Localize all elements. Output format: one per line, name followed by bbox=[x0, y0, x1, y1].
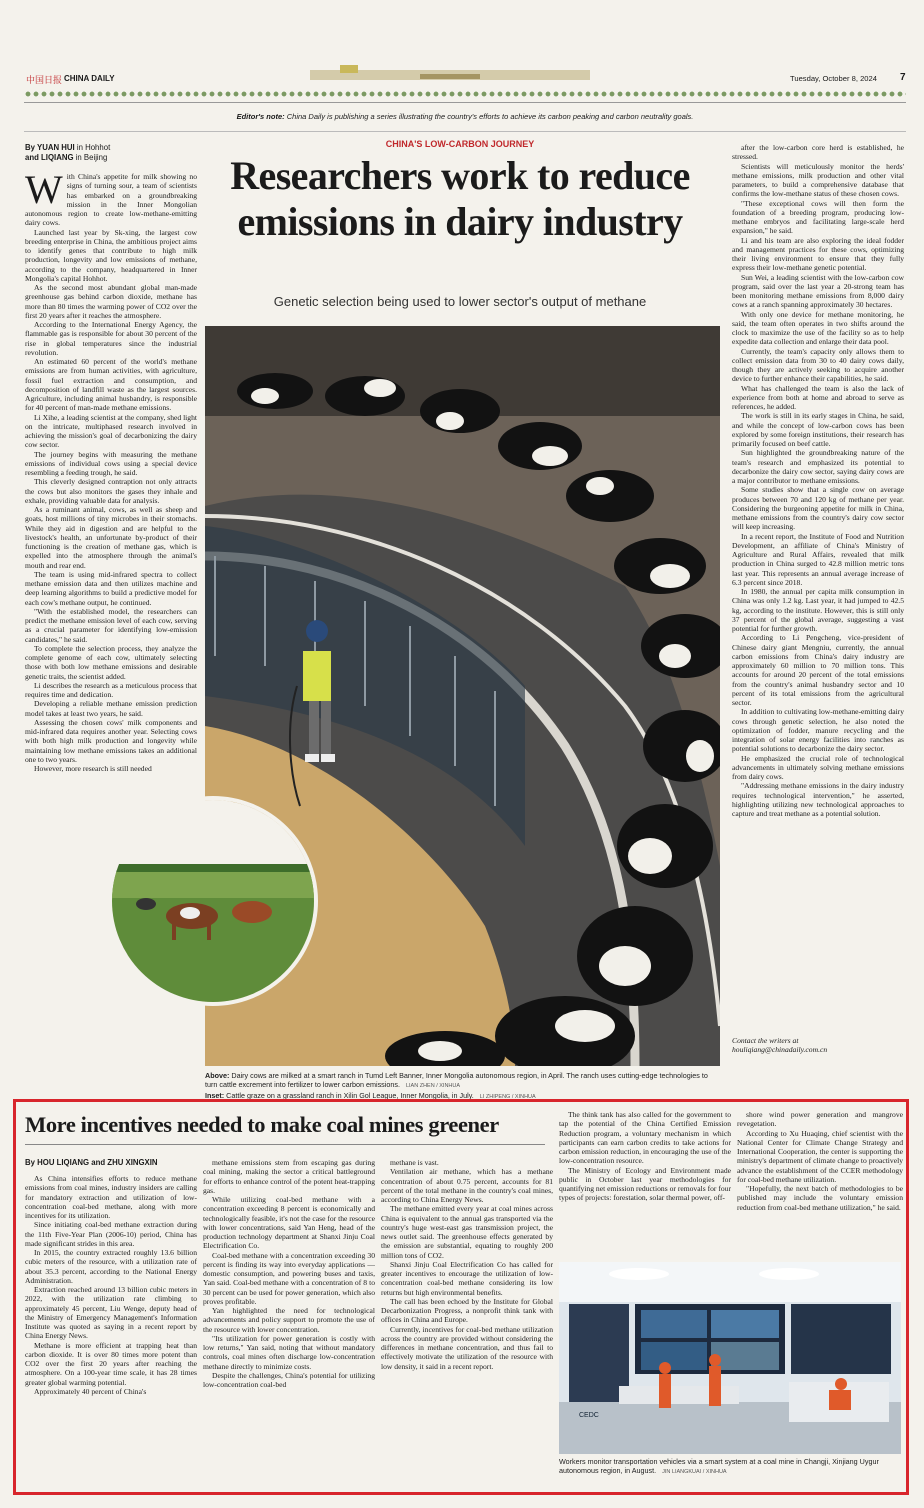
paragraph: "Its utilization for power generation is costly with low returns," Yan said, noting that without mandatory controls, coal mines often discharge low-concentration methane directly to minimize costs. bbox=[203, 1333, 375, 1371]
paragraph: Extraction reached around 13 billion cubic meters in 2022, with the utilization rate climbing to approximately 45 percent, Liu Wenge, deputy head of the Ministry of Emergency Management's Information Institute was quoted as saying in a recent report by China Energy News. bbox=[25, 1285, 197, 1341]
paper-name: CHINA DAILY bbox=[64, 74, 115, 83]
masthead-ornament bbox=[300, 62, 600, 88]
coal-column-5 bbox=[737, 1110, 903, 1252]
masthead bbox=[20, 70, 908, 88]
paragraph: As China intensifies efforts to reduce methane emissions from coal mines, industry insiders are calling for mandatory extraction and utilization of low-concentration coal-bed methane, along with more incentives for its utilization. bbox=[25, 1174, 197, 1220]
paragraph: shore wind power generation and mangrove revegetation. bbox=[737, 1110, 903, 1129]
coal-column-1 bbox=[25, 1174, 197, 1484]
paragraph: The Ministry of Ecology and Environment made public in October last year methodologies for quantifying net emission reductions or removals for four types of projects: forestation, solar thermal power, off- bbox=[559, 1165, 731, 1203]
editors-note bbox=[24, 112, 906, 121]
paragraph: Scientists will meticulously monitor the herds' methane emissions, milk production and other vital parameters, to build a comprehensive database that confirms the low-methane status of these chosen cows. bbox=[732, 161, 904, 199]
coal-photo-caption bbox=[559, 1457, 901, 1477]
paragraph: Since initiating coal-bed methane extraction during the 11th Five-Year Plan (2006-10) period, China has made significant strides in this area. bbox=[25, 1220, 197, 1248]
caption-above-credit: LIAN ZHEN / XINHUA bbox=[405, 1083, 461, 1089]
coal-headline-rule bbox=[25, 1144, 545, 1145]
byline-author-2: and LIQIANG bbox=[25, 153, 74, 162]
coal-column-2-paragraphs bbox=[203, 1158, 375, 1389]
paragraph: Currently, incentives for coal-bed methane utilization across the country are provided without considering the differences in methane concentration, and thus fail to effectively motivate the utilization of the resource with low density, it said in a recent report. bbox=[381, 1324, 553, 1371]
paragraph: As the second most abundant global man-made greenhouse gas behind carbon dioxide, methane has more than 80 times the warming power of CO2 over the first 20 years after it reaches the atmosphere. bbox=[25, 283, 197, 320]
story-byline bbox=[25, 143, 197, 163]
paragraph: Developing a reliable methane emission prediction model takes at least two years, he said. bbox=[25, 699, 197, 718]
page-number: 7 bbox=[900, 72, 906, 83]
story-headline bbox=[200, 153, 720, 245]
paragraph: "Addressing methane emissions in the dairy industry requires technological intervention," he asserted, highlighting utilizing new technological approaches to capture and treat methane as a potential solution. bbox=[732, 781, 904, 818]
paragraph: To complete the selection process, they analyze the complete genome of each cow, ultimately selecting those with both low methane emissions and desirable genetic traits, the scientist added. bbox=[25, 643, 197, 681]
coal-mine-control-room-photo bbox=[559, 1262, 901, 1454]
paragraph: Sun highlighted the groundbreaking nature of the team's research and emphasized its potential to decarbonize the dairy cow sector, saying dairy cows are a major contributor to methane emissions. bbox=[732, 448, 904, 485]
paragraph: In 1980, the annual per capita milk consumption in China was only 1.2 kg. Last year, it had jumped to 42.5 kg, according to the institute. However, this is still only 37 percent of the global average, suggesting a vast potential for further growth. bbox=[732, 587, 904, 633]
paragraph: He emphasized the crucial role of technological advancements in ultimately solving methane emissions from dairy cows. bbox=[732, 753, 904, 781]
coal-story-headline: More incentives needed to make coal mines greener bbox=[25, 1112, 499, 1137]
masthead-rule bbox=[24, 102, 906, 103]
paragraph: "With the established model, the researchers can predict the methane emission level of each cow, serving as a crucial parameter for identifying low-emission candidates," he said. bbox=[25, 606, 197, 644]
issue-date: Tuesday, October 8, 2024 bbox=[790, 74, 877, 83]
byline-location-2: in Beijing bbox=[75, 153, 108, 162]
coal-photo-credit: JIN LIANGKUAI / XINHUA bbox=[662, 1469, 727, 1475]
paragraph: "Hopefully, the next batch of methodologies to be published may include the voluntary emission reduction from coal-bed methane utilization," he said. bbox=[737, 1184, 903, 1212]
paragraph: Li describes the research as a meticulous process that requires time and dedication. bbox=[25, 680, 197, 699]
paragraph: This cleverly designed contraption not only attracts the cows but also monitors the gases they inhale and exhale, providing valuable data for analysis. bbox=[25, 477, 197, 505]
paragraph: An estimated 60 percent of the world's methane emissions are from human activities, with agriculture, fossil fuel extraction and consumption, and decomposition of landfill waste as the largest sources. Agriculture, including animal husbandry, is responsible for 40 percent of man-made methane emissions. bbox=[25, 357, 197, 413]
paragraph: In 2015, the country extracted roughly 13.6 billion cubic meters of the resource, with a utilization rate of about 35.3 percent, according to the National Energy Administration. bbox=[25, 1248, 197, 1285]
paragraph: Approximately 40 percent of China's bbox=[34, 1386, 147, 1396]
china-daily-logo-cn: 中国日报 bbox=[26, 75, 63, 85]
paragraph: According to Li Pengcheng, vice-president of Chinese dairy giant Mengniu, currently, the annual carbon emissions from China's dairy industry are approximately 60 million to 70 million tons. This accounts for around 20 percent of the total emissions from the country's animal husbandry sector and 10 percent of its total emissions from the agricultural sector. bbox=[732, 633, 904, 707]
paragraph: As a ruminant animal, cows, as well as sheep and goats, host millions of tiny microbes in their stomachs. While they aid in digestion and are helpful to the livestock's health, an unfortunate by-product of their functioning is the creation of methane gas, which is expelled into the atmosphere through the animal's mouth and rear end. bbox=[25, 505, 197, 570]
paragraph: While utilizing coal-bed methane with a concentration exceeding 8 percent is economically and technologically feasible, it's not the case for the resource with lower concentrations, said Yan Heng, head of the production technology department at Shanxi Jinju Coal Electrification Co. bbox=[203, 1195, 375, 1251]
coal-column-5-paragraphs bbox=[737, 1110, 903, 1212]
paragraph: Sun Wei, a leading scientist with the low-carbon cow program, said over the last year a 20-strong team has been monitoring methane emissions from 8,000 dairy cows at a ranch spanning approximately 30 hectares. bbox=[732, 272, 904, 310]
paragraph: According to Xu Huaqing, chief scientist with the National Center for Climate Change Strategy and International Cooperation, the center is supporting the ministry's department of climate change to proactively advance the establishment of the CCER methodology for coal-bed methane utilization. bbox=[737, 1128, 903, 1184]
main-story-column-3 bbox=[732, 143, 904, 1033]
paragraph: Ventilation air methane, which has a methane concentration of about 0.75 percent, accounts for 81 percent of the total methane in the country's coal mines, according to China Energy News. bbox=[381, 1167, 553, 1204]
paragraph: Some studies show that a single cow on average produces between 70 and 120 kg of methane per year. Considering the burgeoning appetite for milk in China, methane emissions from the country's dairy cow sector will keep increasing. bbox=[732, 485, 904, 532]
editors-note-text: China Daily is publishing a series illustrating the country's efforts to achieve its carbon peaking and carbon neutrality goals. bbox=[286, 112, 694, 121]
paragraph: after the low-carbon core herd is established, he stressed. bbox=[732, 143, 904, 162]
coal-story-byline: By HOU LIQIANG and ZHU XINGXIN bbox=[25, 1158, 158, 1167]
story-lead-text: ith China's appetite for milk showing no signs of turning sour, a team of scientists has embarked on a groundbreaking mission in the Inner Mongolian autonomous region to create low-methane-emitting dairy cows. bbox=[25, 172, 197, 228]
paragraph: The think tank has also called for the government to tap the potential of the China Certified Emission Reduction program, a voluntary mechanism in which participants can earn carbon credits to take actions for carbon emission reduction, in encouraging the use of the low-concentration resource. bbox=[559, 1110, 731, 1166]
masthead-dot-band bbox=[24, 90, 906, 98]
paragraph: However, more research is still needed bbox=[34, 764, 152, 773]
paragraph: Currently, the team's capacity only allows them to collect emission data from 30 to 40 dairy cows daily, though they are actively seeking to acquire another device to further enhance their capabilities, he said. bbox=[732, 346, 904, 384]
coal-column-4 bbox=[559, 1110, 731, 1252]
paragraph: The work is still in its early stages in China, he said, and while the concept of low-carbon cows has been explored by some foreign institutions, their research has primarily focused on beef cattle. bbox=[732, 411, 904, 448]
contact-writers bbox=[732, 1036, 904, 1055]
paragraph: methane emissions stem from escaping gas during coal mining, making the sector a critical battleground for efforts to enhance control of the potent heat-trapping gas. bbox=[203, 1158, 375, 1195]
paragraph: The methane emitted every year at coal mines across China is equivalent to the annual gas transported via the country's huge west-east gas transmission project, the news outlet said. The greenhouse effects generated by the emission are substantial, equating to roughly 200 million tons of CO2. bbox=[381, 1204, 553, 1260]
byline-author-1: By YUAN HUI bbox=[25, 143, 75, 152]
coal-column-3 bbox=[381, 1158, 553, 1484]
caption-inset-credit: LI ZHIPENG / XINHUA bbox=[479, 1094, 536, 1100]
paragraph: Li and his team are also exploring the ideal fodder and management practices for these cows, optimizing their living environment to ensure that they fully express their low-methane genetic potential. bbox=[732, 235, 904, 273]
byline-location-1: in Hohhot bbox=[76, 143, 111, 152]
column-3-paragraphs bbox=[732, 143, 904, 818]
story-lead bbox=[25, 172, 197, 228]
caption-inset-label: Inset: bbox=[205, 1091, 225, 1100]
paragraph: Launched last year by Sk-xing, the largest cow breeding enterprise in China, the ambitious project aims to identify genes that contribute to high milk production, longevity and low emissions of methane, according to the company, headquartered in Inner Mongolia's capital Hohhot. bbox=[25, 227, 197, 283]
coal-photo-caption-text: Workers monitor transportation vehicles via a smart system at a coal mine in Changji, Xinjiang Uygur autonomous region, in August. bbox=[559, 1457, 879, 1475]
coal-column-1-paragraphs bbox=[25, 1174, 197, 1396]
caption-above-label: Above: bbox=[205, 1071, 230, 1080]
headline-line-1: Researchers work to reduce bbox=[230, 153, 690, 198]
contact-email[interactable]: houliqiang@chinadaily.com.cn bbox=[732, 1045, 828, 1055]
paragraph: The call has been echoed by the Institute for Global Decarbonization Progress, a nonprofit think tank with offices in China and Europe. bbox=[381, 1296, 553, 1325]
paragraph: With only one device for methane monitoring, he said, the team often operates in two shifts around the clock to maximize the use of the facility so as to help expedite data collection and enlarge their data pool. bbox=[732, 309, 904, 347]
coal-column-3-paragraphs bbox=[381, 1158, 553, 1371]
paragraph: methane is vast. bbox=[390, 1158, 439, 1167]
story-kicker: CHINA'S LOW-CARBON JOURNEY bbox=[385, 139, 535, 149]
drop-cap: W bbox=[25, 172, 63, 212]
paragraph: What has challenged the team is also the lack of experience from both at home and abroad to serve as references, he added. bbox=[732, 383, 904, 411]
paragraph: According to the International Energy Agency, the flammable gas is responsible for about 30 percent of the rise in global temperatures since the industrial revolution. bbox=[25, 320, 197, 357]
caption-inset-text: Cattle graze on a grassland ranch in Xilin Gol League, Inner Mongolia, in July. bbox=[226, 1091, 474, 1100]
headline-line-2: emissions in dairy industry bbox=[237, 199, 683, 244]
column-1-paragraphs bbox=[25, 228, 197, 774]
grassland-inset-photo bbox=[108, 796, 318, 1006]
note-rule bbox=[24, 131, 906, 132]
paragraph: Coal-bed methane with a concentration exceeding 30 percent is finding its way into everyday applications — domestic consumption, and powering buses and taxis, Yan said. Coal-bed methane with a concentration of 8 to 30 percent can be used for power generation, which also proves profitable. bbox=[203, 1250, 375, 1306]
paragraph: Shanxi Jinju Coal Electrification Co has called for greater incentives to encourage the utilization of low-concentration coal-bed methane considering its low returns but high environmental benefits. bbox=[381, 1259, 553, 1297]
caption-above-text: Dairy cows are milked at a smart ranch in Tumd Left Banner, Inner Mongolia autonomous region, in April. The ranch uses cutting-edge technologies to turn cattle excrement into fertilizer to lower carbon emissions. bbox=[205, 1071, 708, 1089]
paragraph: In addition to cultivating low-methane-emitting dairy cows through genetic selection, he also noted the optimization of fodder, manure recycling and the integration of solar energy facilities into ranches as potential solutions to decarbonize the dairy sector. bbox=[732, 707, 904, 754]
main-photo-caption bbox=[205, 1071, 720, 1102]
paragraph: In a recent report, the Institute of Food and Nutrition Development, an affiliate of China's Ministry of Agriculture and Rural Affairs, revealed that milk production in China surged to 42.8 million metric tons last year. This represents an annual average increase of 6.3 percent since 2018. bbox=[732, 531, 904, 587]
paragraph: Li Xihe, a leading scientist at the company, shed light on the intricate, multiphased research involved in achieving the mission's goal of decarbonizing the dairy cow sector. bbox=[25, 412, 197, 450]
screen-cedc-label: CEDC bbox=[579, 1412, 599, 1419]
paragraph: Despite the challenges, China's potential for utilizing low-concentration coal-bed bbox=[203, 1370, 375, 1389]
editors-note-label: Editor's note: bbox=[236, 112, 285, 121]
paragraph: The journey begins with measuring the methane emissions of individual cows using a special device resembling a feeding trough, he said. bbox=[25, 449, 197, 477]
paragraph: "These exceptional cows will then form the foundation of a breeding program, producing low-methane embryos and facilitating large-scale herd expansion," he said. bbox=[732, 198, 904, 236]
coal-column-4-paragraphs bbox=[559, 1110, 731, 1203]
contact-label: Contact the writers at bbox=[732, 1036, 799, 1045]
story-subhead: Genetic selection being used to lower sector's output of methane bbox=[273, 294, 647, 309]
coal-column-2 bbox=[203, 1158, 375, 1484]
paragraph: The team is using mid-infrared spectra to collect methane emission data and then utilizes machine and deep learning algorithms to build a predictive model for each cow's methane output, he continued. bbox=[25, 569, 197, 607]
paragraph: Yan highlighted the need for technological advancements and policy support to promote the use of the resource with lower concentration. bbox=[203, 1306, 375, 1334]
paragraph: Assessing the chosen cows' milk components and mid-infrared data requires another year. Selecting cows with both high milk production and longevity while maintaining low methane emissions takes an additional one to two years. bbox=[25, 717, 197, 764]
paragraph: Methane is more efficient at trapping heat than carbon dioxide. It is over 80 times more potent than CO2 over the first 20 years after reaching the atmosphere. On a 100-year time scale, it has 28 times greater global warming potential. bbox=[25, 1340, 197, 1387]
